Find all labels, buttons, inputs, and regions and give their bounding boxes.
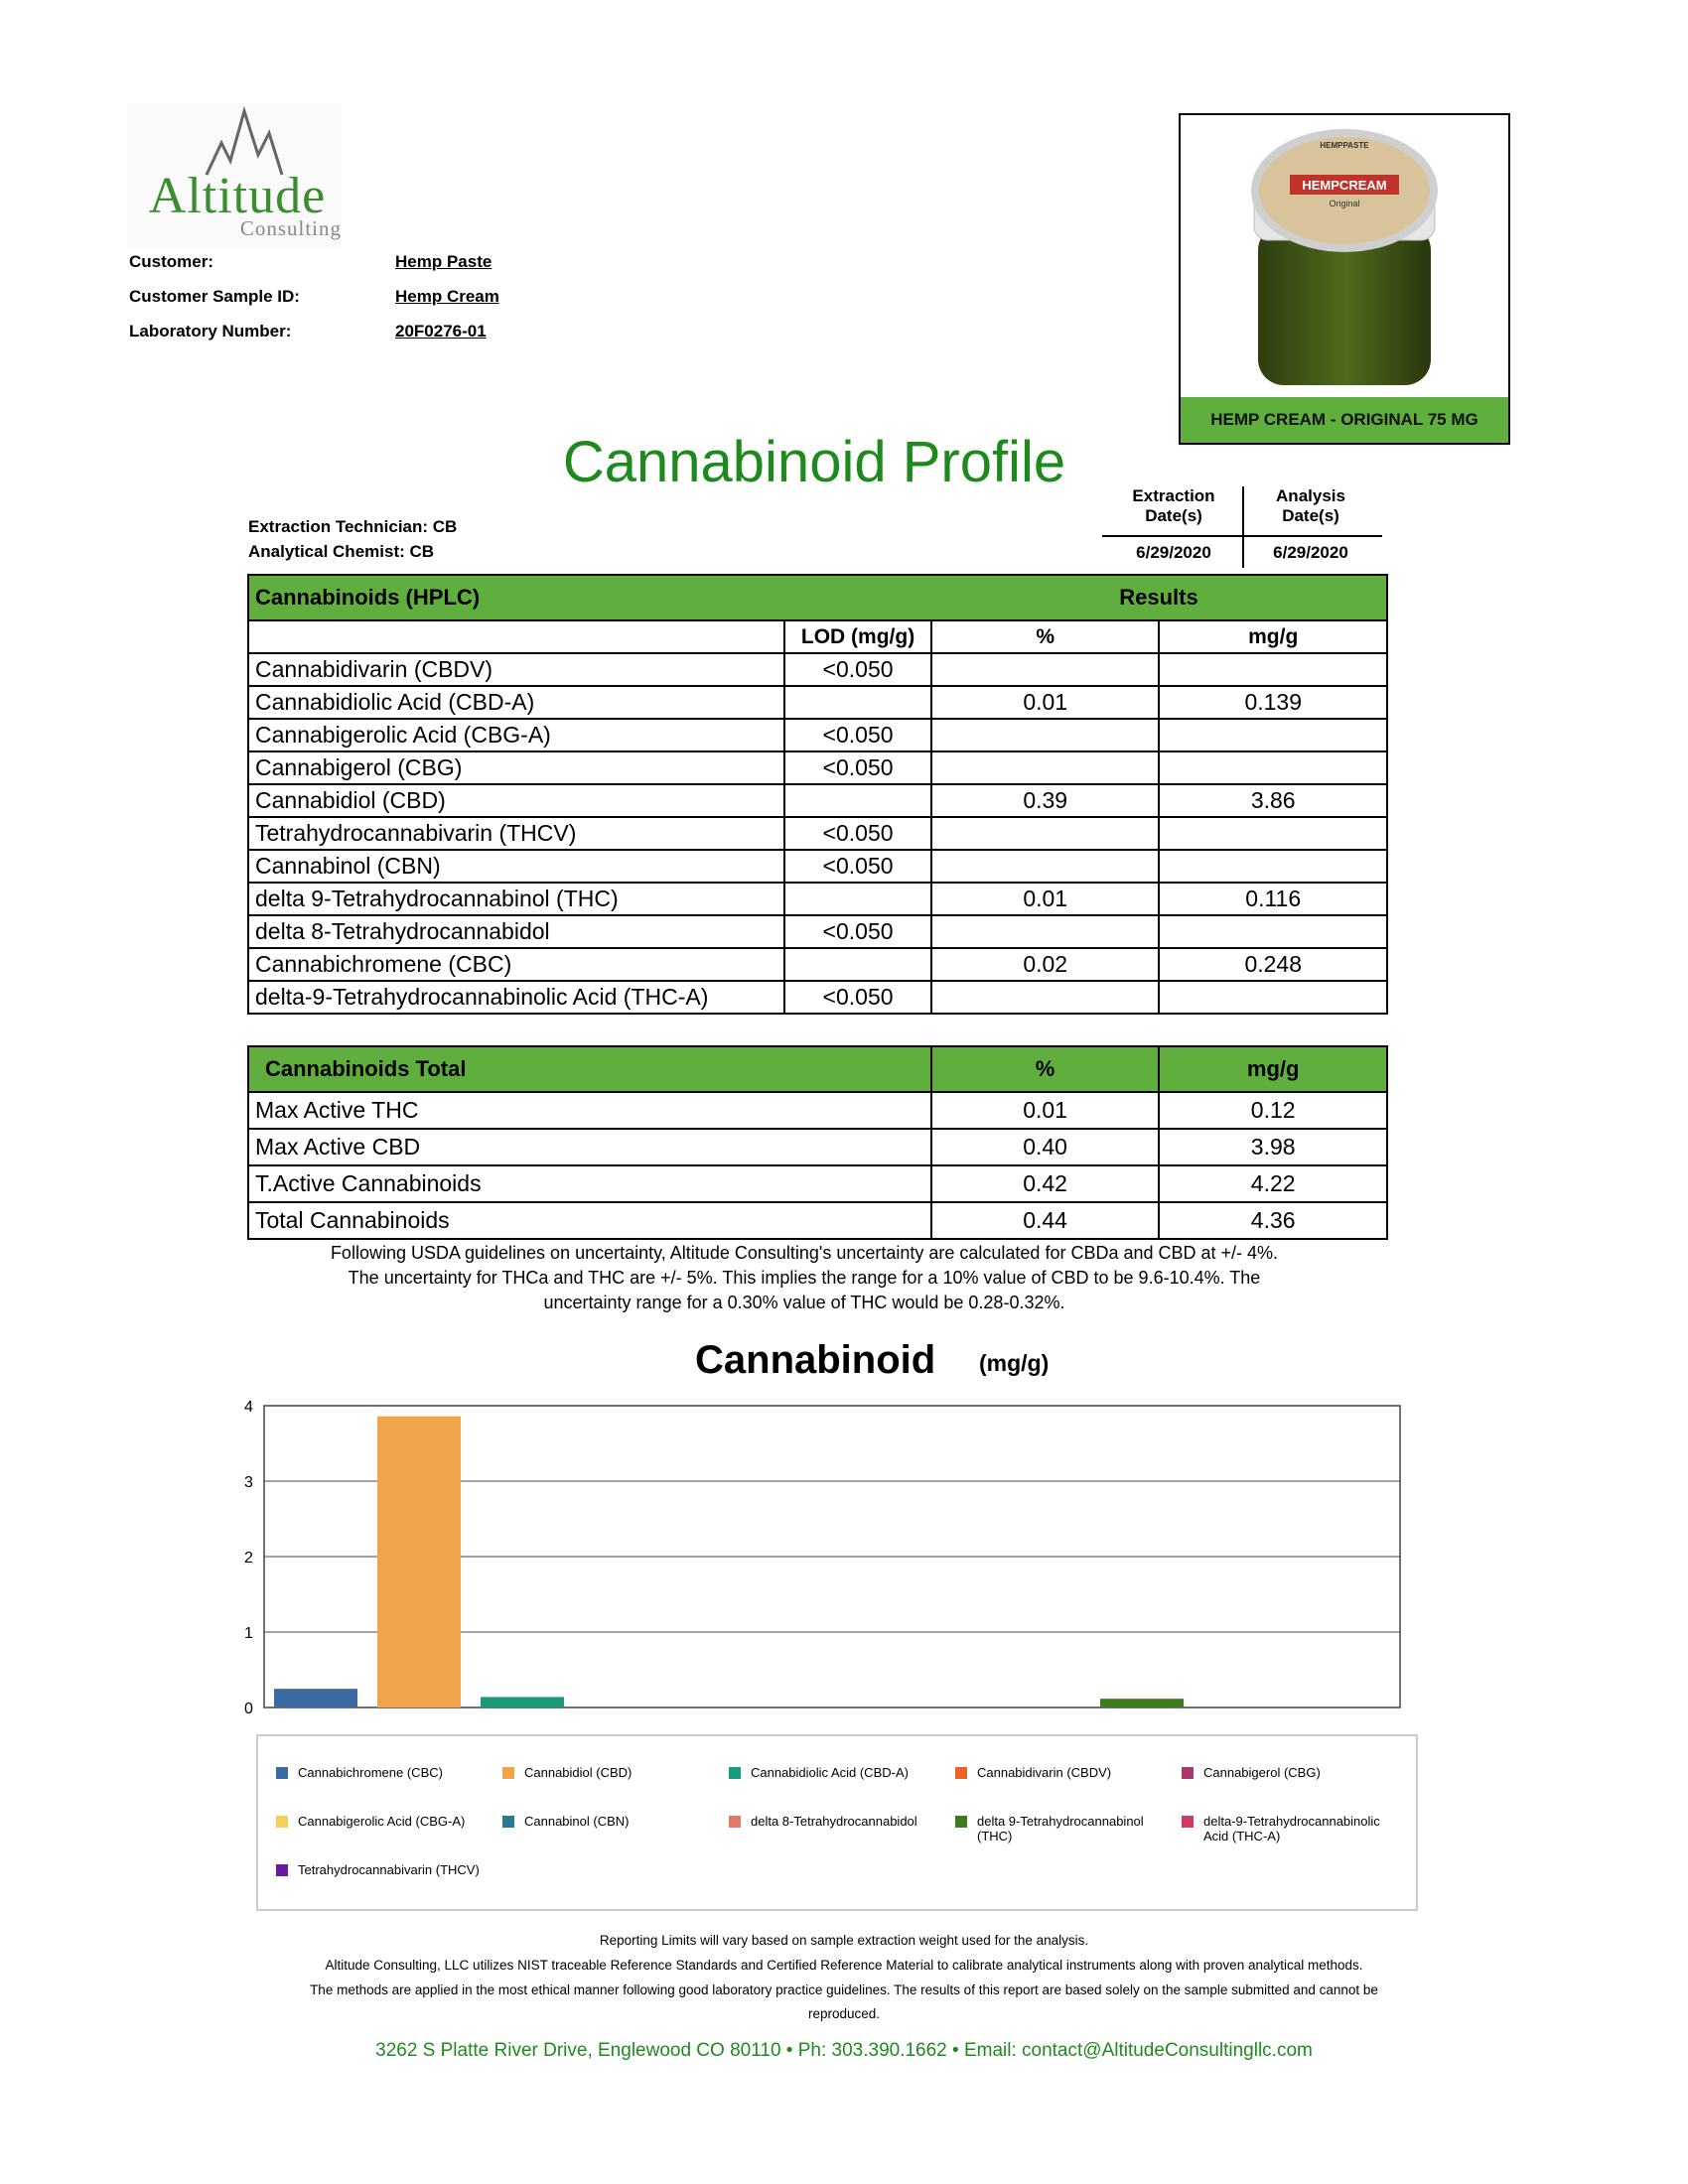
hplc-lod <box>784 686 931 719</box>
hplc-header-results: Results <box>931 575 1387 620</box>
cannabinoid-bar-chart <box>228 1390 1420 1727</box>
totals-name: T.Active Cannabinoids <box>248 1165 931 1202</box>
chart-y-tick-label: 4 <box>244 1399 253 1416</box>
sample-id-value: Hemp Cream <box>395 287 499 306</box>
hplc-percent <box>931 915 1159 948</box>
product-image-box <box>1179 113 1510 445</box>
hplc-analyte-name: Cannabichromene (CBC) <box>248 948 784 981</box>
sample-id-label: Customer Sample ID: <box>129 287 300 306</box>
totals-mg: 0.12 <box>1159 1092 1387 1129</box>
hplc-percent <box>931 850 1159 883</box>
hplc-col-mg: mg/g <box>1159 620 1387 653</box>
lab-number-value: 20F0276-01 <box>395 322 487 341</box>
hplc-lod: <0.050 <box>784 751 931 784</box>
hplc-row <box>248 915 1387 948</box>
hplc-lod: <0.050 <box>784 817 931 850</box>
hplc-mg: 3.86 <box>1159 784 1387 817</box>
footer-methods: The methods are applied in the most ethical manner following good laboratory practice guidelines. The results of this report are based solely on the sample submitted and cannot be <box>310 1982 1378 1997</box>
hplc-mg <box>1159 850 1387 883</box>
product-jar-image <box>1181 115 1508 397</box>
hplc-analyte-name: delta 8-Tetrahydrocannabidol <box>248 915 784 948</box>
hplc-percent <box>931 981 1159 1014</box>
hplc-lod <box>784 948 931 981</box>
extraction-technician: Extraction Technician: CB <box>248 517 458 536</box>
customer-label: Customer: <box>129 252 214 271</box>
hplc-mg: 0.139 <box>1159 686 1387 719</box>
totals-name: Max Active CBD <box>248 1129 931 1165</box>
hplc-analyte-name: Cannabigerolic Acid (CBG-A) <box>248 719 784 751</box>
totals-percent: 0.01 <box>931 1092 1160 1129</box>
hplc-header-title: Cannabinoids (HPLC) <box>248 575 931 620</box>
hplc-row <box>248 883 1387 915</box>
totals-header-title: Cannabinoids Total <box>248 1046 931 1092</box>
legend-label: Cannabigerol (CBG) <box>1203 1765 1321 1780</box>
footer-standards: Altitude Consulting, LLC utilizes NIST traceable Reference Standards and Certified Reference Material to calibrate analytical instruments along with proven analytical methods. <box>325 1958 1363 1973</box>
totals-mg: 4.22 <box>1159 1165 1387 1202</box>
totals-mg: 4.36 <box>1159 1202 1387 1239</box>
analytical-chemist: Analytical Chemist: CB <box>248 542 435 561</box>
logo-wordmark: Altitude <box>148 168 327 224</box>
hplc-percent: 0.39 <box>931 784 1159 817</box>
page-title: Cannabinoid Profile <box>562 430 1066 494</box>
chart-bar <box>481 1697 564 1707</box>
legend-swatch <box>955 1767 967 1779</box>
legend-swatch <box>502 1816 514 1828</box>
hplc-percent <box>931 817 1159 850</box>
legend-label: Cannabigerolic Acid (CBG-A) <box>298 1814 466 1829</box>
chart-y-tick-label: 1 <box>244 1625 253 1642</box>
hplc-lod <box>784 883 931 915</box>
totals-row <box>248 1165 1387 1202</box>
jar-small-text: Original <box>1329 199 1360 208</box>
legend-label: Cannabidivarin (CBDV) <box>977 1765 1112 1780</box>
hplc-analyte-name: Cannabidiolic Acid (CBD-A) <box>248 686 784 719</box>
hplc-lod: <0.050 <box>784 850 931 883</box>
hplc-lod: <0.050 <box>784 719 931 751</box>
totals-percent: 0.44 <box>931 1202 1160 1239</box>
hplc-lod: <0.050 <box>784 915 931 948</box>
hplc-percent: 0.01 <box>931 883 1159 915</box>
legend-label: Cannabidiolic Acid (CBD-A) <box>751 1765 909 1780</box>
legend-swatch <box>729 1816 741 1828</box>
totals-row <box>248 1129 1387 1165</box>
lab-number-label: Laboratory Number: <box>129 322 292 341</box>
legend-swatch <box>276 1864 288 1876</box>
hplc-row <box>248 981 1387 1014</box>
jar-brand: HEMPPASTE <box>1320 141 1369 150</box>
totals-mg: 3.98 <box>1159 1129 1387 1165</box>
uncertainty-note: Following USDA guidelines on uncertainty, Altitude Consulting's uncertainty are calculated for CBDa and CBD at +/- 4%. The uncertainty for THCa and THC are +/- 5%. This implies the range for a 10% value of CBD to be 9.6-10.4%. The uncertainty range for a 0.30% value of THC would be 0.28-0.32%. <box>330 1243 1279 1312</box>
hplc-column-header-row <box>248 620 1387 653</box>
hplc-analyte-name: delta 9-Tetrahydrocannabinol (THC) <box>248 883 784 915</box>
chart-y-tick-label: 3 <box>244 1474 253 1491</box>
footer-contact: 3262 S Platte River Drive, Englewood CO 80110 • Ph: 303.390.1662 • Email: contact@AltitudeConsultingllc.com <box>375 2040 1313 2061</box>
hplc-analyte-name: Cannabinol (CBN) <box>248 850 784 883</box>
footer-reporting-limits: Reporting Limits will vary based on sample extraction weight used for the analysis. <box>599 1933 1089 1948</box>
totals-col-mg: mg/g <box>1159 1046 1387 1092</box>
hplc-analyte-name: delta-9-Tetrahydrocannabinolic Acid (THC-A) <box>248 981 784 1014</box>
legend-swatch <box>276 1767 288 1779</box>
hplc-col-percent: % <box>931 620 1159 653</box>
hplc-row <box>248 948 1387 981</box>
hplc-percent <box>931 751 1159 784</box>
hplc-mg <box>1159 915 1387 948</box>
hplc-analyte-name: Cannabigerol (CBG) <box>248 751 784 784</box>
analysis-date: 6/29/2020 <box>1273 543 1348 562</box>
chart-bar <box>274 1689 357 1707</box>
hplc-lod: <0.050 <box>784 981 931 1014</box>
logo-subtitle: Consulting <box>239 216 342 240</box>
legend-swatch <box>955 1816 967 1828</box>
jar-label: HEMPCREAM <box>1302 178 1387 193</box>
customer-value: Hemp Paste <box>395 252 492 271</box>
chart-y-tick-label: 0 <box>244 1701 253 1717</box>
extraction-date: 6/29/2020 <box>1136 543 1211 562</box>
hplc-mg <box>1159 719 1387 751</box>
legend-label: Cannabichromene (CBC) <box>298 1765 443 1780</box>
totals-percent: 0.42 <box>931 1165 1160 1202</box>
legend-label: delta 8-Tetrahydrocannabidol <box>751 1814 917 1829</box>
hplc-percent <box>931 653 1159 686</box>
hplc-row <box>248 686 1387 719</box>
legend-label: Cannabinol (CBN) <box>524 1814 630 1829</box>
chart-legend <box>256 1734 1418 1911</box>
hplc-row <box>248 817 1387 850</box>
hplc-lod: <0.050 <box>784 653 931 686</box>
hplc-analyte-name: Tetrahydrocannabivarin (THCV) <box>248 817 784 850</box>
totals-header-row <box>248 1046 1387 1092</box>
legend-swatch <box>729 1767 741 1779</box>
hplc-analyte-name: Cannabidiol (CBD) <box>248 784 784 817</box>
hplc-results-table <box>247 574 1388 1015</box>
hplc-mg: 0.116 <box>1159 883 1387 915</box>
totals-col-percent: % <box>931 1046 1160 1092</box>
totals-table <box>247 1045 1388 1240</box>
hplc-mg <box>1159 751 1387 784</box>
chart-unit: (mg/g) <box>979 1350 1050 1376</box>
totals-row <box>248 1202 1387 1239</box>
legend-label: delta 9-Tetrahydrocannabinol (THC) <box>977 1814 1144 1843</box>
legend-swatch <box>1182 1767 1194 1779</box>
hplc-header-row <box>248 575 1387 620</box>
legend-swatch <box>276 1816 288 1828</box>
company-logo <box>127 103 342 248</box>
totals-percent: 0.40 <box>931 1129 1160 1165</box>
hplc-percent: 0.02 <box>931 948 1159 981</box>
legend-label: Cannabidiol (CBD) <box>524 1765 633 1780</box>
totals-name: Max Active THC <box>248 1092 931 1129</box>
hplc-row <box>248 751 1387 784</box>
analysis-date-label: Analysis Date(s) <box>1276 486 1345 525</box>
footer-reproduced: reproduced. <box>807 2006 881 2021</box>
legend-swatch <box>1182 1816 1194 1828</box>
hplc-percent: 0.01 <box>931 686 1159 719</box>
hplc-row <box>248 653 1387 686</box>
chart-title: Cannabinoid <box>695 1338 936 1382</box>
hplc-col-lod: LOD (mg/g) <box>784 620 931 653</box>
hplc-mg <box>1159 981 1387 1014</box>
hplc-row <box>248 850 1387 883</box>
extraction-date-label: Extraction Date(s) <box>1132 486 1215 525</box>
hplc-percent <box>931 719 1159 751</box>
chart-bar <box>1100 1699 1184 1707</box>
hplc-col-analyte <box>248 620 784 653</box>
totals-row <box>248 1092 1387 1129</box>
hplc-mg <box>1159 653 1387 686</box>
chart-bar <box>377 1417 461 1707</box>
hplc-row <box>248 719 1387 751</box>
legend-swatch <box>502 1767 514 1779</box>
chart-y-tick-label: 2 <box>244 1550 253 1567</box>
hplc-lod <box>784 784 931 817</box>
hplc-analyte-name: Cannabidivarin (CBDV) <box>248 653 784 686</box>
legend-label: Tetrahydrocannabivarin (THCV) <box>298 1862 480 1877</box>
product-caption: HEMP CREAM - ORIGINAL 75 MG <box>1181 397 1508 443</box>
hplc-mg <box>1159 817 1387 850</box>
legend-label: delta-9-Tetrahydrocannabinolic Acid (THC-A) <box>1203 1814 1380 1843</box>
hplc-mg: 0.248 <box>1159 948 1387 981</box>
totals-name: Total Cannabinoids <box>248 1202 931 1239</box>
hplc-row <box>248 784 1387 817</box>
